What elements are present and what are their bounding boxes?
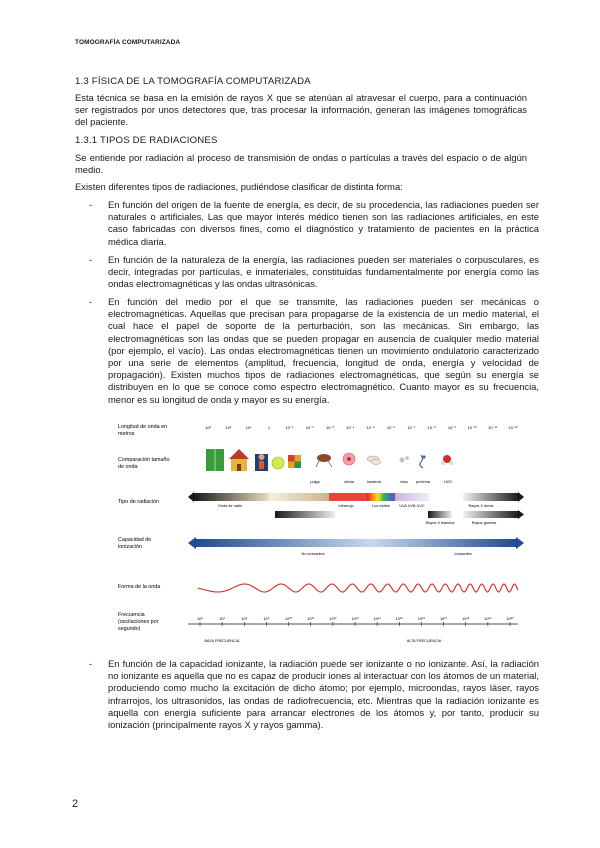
frequency-tick-label: 10¹² [329,616,337,621]
virus-icon [400,456,409,462]
radiation-type-row [188,492,524,525]
size-label: proteína [416,480,430,484]
wavelength-tick-label: 10² [225,425,232,430]
frequency-tick-label: 10¹³ [351,616,359,621]
row-label-waveform: Forma de la onda [118,584,161,590]
wavelength-axis [205,425,518,430]
arrow-right-icon [518,492,524,502]
tennis-ball-icon [272,457,284,469]
visible-light-label: Luz visible [372,504,390,508]
size-label: bacteria [367,480,381,484]
infrared-band [329,493,367,501]
visible-light-band [367,493,395,501]
frequency-tick-label: 10¹⁹ [484,616,492,621]
flea-icon [316,454,332,467]
frequency-tick-label: 10¹¹ [307,616,315,621]
soft-xray-band [428,511,452,518]
row-label-frequency: (oscilaciones por [118,619,159,625]
wavelength-tick-label: 10³ [205,425,211,430]
ionization-row [188,537,524,556]
wavelength-tick-label: 10⁻¹⁰ [467,425,478,430]
bullet-item [89,296,539,406]
size-label: virus [399,480,409,484]
frequency-tick-label: 10¹⁰ [284,616,293,621]
cube-icon [288,455,301,468]
high-frequency-label: ALTA FRECUENCIA [406,639,442,643]
row-label-radiation-type: Tipo de radiación [118,499,160,505]
bullet-text: En función del origen de la fuente de energía, es decir, de su procedencia, las radiaciones pueden ser naturales o artificiales. Las que mayor interés médico tienen son las radiaciones artificiales, en este caso fabricadas con diversos fines, como el diagnóstico y tratamiento de pacientes en la práctica médica diaria. [108,199,539,247]
frequency-tick-label: 10¹⁶ [417,616,426,621]
wavelength-tick-label: 10⁻¹² [508,425,518,430]
size-label: H2O [444,480,452,484]
low-frequency-label: BAJA FRECUENCIA [204,639,240,643]
wavelength-tick-label: 10⁻¹¹ [488,425,498,430]
frequency-tick-label: 10⁹ [263,616,270,621]
size-label: pulga [310,480,320,484]
frequency-tick-label: 10¹⁵ [395,616,404,621]
row-label-ionization: Capacidad de [118,537,152,543]
ultraviolet-gap [429,493,463,501]
hard-xray-label: Rayos X duros [468,504,494,508]
size-label: célula [344,480,354,484]
wavelength-tick-label: 10⁻¹ [285,425,294,430]
radio-wave-band [194,493,269,501]
wavelength-tick-label: 1 [267,425,271,430]
wavelength-tick-label: 10⁻⁸ [427,425,436,430]
bullet-text: En función de la capacidad ionizante, la radiación puede ser ionizante o no ionizante. Así, la radiación no ionizante es aquella que no es capaz de producir iones al interactuar con los átomos de un material, produciendo como mucho la excitación de dicho átomo; por ejemplo, microondas, rayos láser, rayos infrarrojos, los ultrasonidos, las ondas de radiofrecuencia, etc. Mientras que la radiación ionizante es aquella con energía suficiente para arrancar electrones de los átomos y, por tanto, producir su ionización (principalmente rayos X y rayos gamma). [108,658,539,731]
bullet-dash: - [89,199,93,210]
bacteria-icon [367,456,381,465]
gamma-label: Rayos gamma [471,521,497,525]
protein-icon [420,455,426,468]
frequency-tick-label: 10⁶ [196,616,204,621]
bullet-text: En función de la naturaleza de la energía, las radiaciones pueden ser materiales o corpusculares, es decir, integradas por partículas, e inmateriales, constituidas fundamentalmente por energía como las ondas electromagnéticas y las ondas ultrasónicas. [108,254,539,290]
radio-label: Onda de radio [217,504,243,508]
row-label-frequency: segundo) [118,626,141,632]
running-header: TOMOGRAFÍA COMPUTARIZADA [75,39,181,46]
wavelength-tick-label: 10¹ [245,425,252,430]
wavelength-tick-label: 10⁻³ [326,425,334,430]
wavelength-tick-label: 10⁻⁹ [447,425,457,430]
lead-paragraph: Existen diferentes tipos de radiaciones, pudiéndose clasificar de distinta forma: [75,181,403,192]
hard-xray-band [463,493,518,501]
row-label-wavelength: Longitud de onda en [118,424,168,430]
bullet-text: En función del medio por el que se transmite, las radiaciones pueden ser mecánicas o electromagnéticas. Aquellas que precisan para propagarse de la existencia de un medio material, el cual hace el papel de soporte de la perturbación, son las mecánicas. Sin embargo, las electromagnéticas son las ondas que se pueden propagar en ausencia de cualquier medio material (por ejemplo, el vacío). Las ondas electromagnéticas tienen un movimiento ondulatorio caracterizado por una serie de elementos (amplitud, frecuencia, longitud de onda, energía y velocidad de propagación). Existen muchos tipos de radiaciones electromagnéticas, que según su energía se distribuyen en lo que se conoce como espectro electromagnético. Cuanto mayor es su frecuencia, menor es su longitud de onda y mayor es su energía. [108,296,539,405]
section-intro-paragraph: Esta técnica se basa en la emisión de rayos X que se atenúan al atravesar el cuerpo, para a continuación ser registrados por unos detectores que, tras procesar la información, generan las imágenes tomográficas del paciente. [75,92,527,128]
row-label-size: de onda [118,464,138,470]
frequency-tick-label: 10¹⁴ [373,616,381,621]
bullet-dash: - [89,296,93,307]
gamma-band [463,511,518,518]
size-comparison-row [206,449,453,484]
wavelength-tick-label: 10⁻⁷ [407,425,416,430]
wavelength-tick-label: 10⁻² [305,425,314,430]
bullet-dash: - [89,254,93,265]
house-icon [229,449,249,471]
arrow-left-icon [188,537,196,549]
section-title: 1.3 FÍSICA DE LA TOMOGRAFÍA COMPUTARIZADA [75,76,311,87]
bullet-item [89,254,539,291]
frequency-tick-label: 10⁷ [219,616,226,621]
bullet-item [89,199,539,248]
row-label-ionization: ionización [118,544,142,550]
ultraviolet-band [395,493,429,501]
subsection-title: 1.3.1 TIPOS DE RADIACIONES [75,135,218,146]
ionizing-label: Ionizantes [454,552,472,556]
arrow-right-icon [518,510,524,519]
definition-paragraph: Se entiende por radiación al proceso de transmisión de ondas o partículas a través del espacio o de algún medio. [75,152,527,176]
frequency-tick-label: 10¹⁸ [461,616,470,621]
arrow-left-icon [188,492,194,502]
non-ionizing-label: No ionizantes [301,552,325,556]
infrared-band-pre [269,493,329,501]
wavelength-tick-label: 10⁻⁵ [366,425,375,430]
bullet-dash: - [89,658,93,669]
frequency-tick-label: 10⁸ [241,616,248,621]
person-icon [255,454,268,471]
frequency-axis [197,616,514,626]
infrared-label: Infrarrojo [338,504,354,508]
bullet-item [89,658,539,731]
electromagnetic-spectrum-figure [118,421,528,646]
frequency-tick-label: 10²⁰ [506,616,514,621]
wavelength-tick-label: 10⁻⁴ [346,425,355,430]
ionization-band [196,539,516,547]
frequency-tick-label: 10¹⁷ [439,616,448,621]
uv-label: UVA UVB UVC [399,504,425,508]
page-number: 2 [72,798,79,810]
row-label-size: Comparación tamaño [118,457,170,463]
soft-xray-label: Rayos X blandos [425,521,455,525]
row-label-frequency: Frecuencia [118,612,145,618]
wavelength-tick-label: 10⁻⁶ [386,425,396,430]
microwave-band [275,511,335,518]
waveform-line [198,584,518,592]
arrow-right-icon [516,537,524,549]
water-molecule-icon [441,455,453,465]
row-label-wavelength: metros [118,431,135,437]
